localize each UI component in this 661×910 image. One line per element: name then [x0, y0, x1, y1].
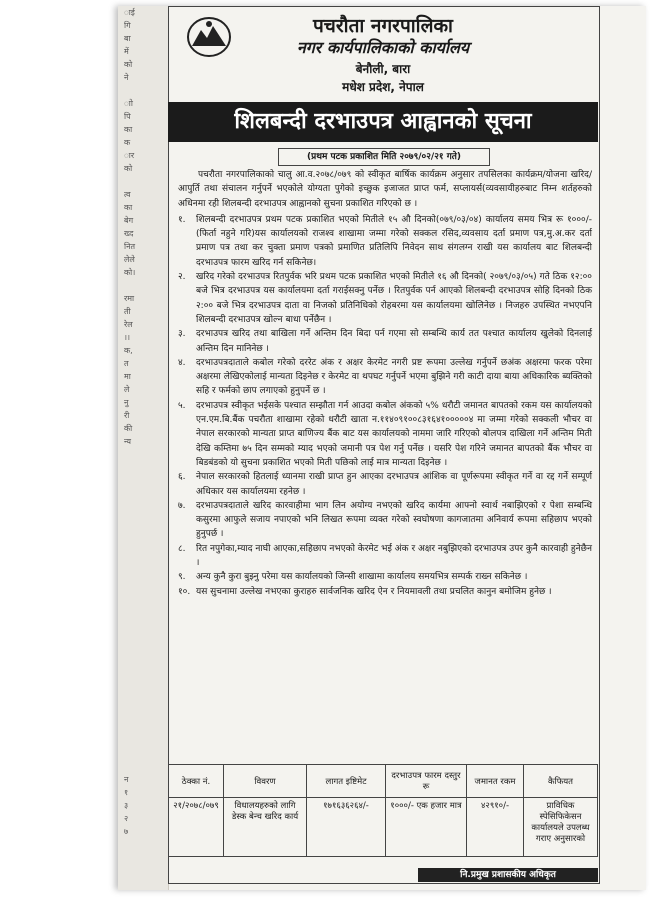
conditions-list [178, 213, 592, 599]
table-header: दरभाउपत्र फारम दस्तुर रू [386, 765, 467, 798]
margin-fragment [118, 760, 168, 773]
table-header: ठेक्का नं. [169, 765, 224, 798]
margin-fragment: नु [124, 398, 129, 407]
notice-header [168, 6, 598, 98]
margin-fragment: क [124, 138, 131, 147]
margin-fragment: में [124, 47, 129, 56]
margin-fragment: को [124, 60, 133, 69]
margin-fragment [118, 84, 168, 97]
margin-fragment [118, 539, 168, 552]
margin-fragment [118, 656, 168, 669]
margin-fragment [118, 630, 168, 643]
margin-fragment [118, 461, 168, 474]
table-header: लागत इष्टिमेट [307, 765, 386, 798]
margin-fragment [118, 708, 168, 721]
table-cell: विधालयहरुको लागि डेस्क बेन्च खरिद कार्य [224, 798, 307, 857]
margin-fragment [118, 526, 168, 539]
margin-fragment: १ [124, 788, 129, 797]
table-header: कैफियत [524, 765, 598, 798]
margin-fragment: ७ [124, 827, 129, 836]
condition-text: दरभाउपत्रदाताले कबोल गरेको दररेट अंक र अक्षर केरमेट नगरी प्रष्ट रूपमा उल्लेख गर्नुपर्ने छअंक अक्षरमा फरक परेमा अक्षरमा लेखिएकोलाई मान्यता दिइनेछ र केरमेट वा थपघट गर्नुपर्ने भएमा बुझिने गरी काटी दाया बाया अधिकारिक ब्यक्तिको सहि र फर्मको छाप लगाएको हुनुपर्ने छ । [196, 357, 592, 397]
margin-fragment: बा [124, 34, 131, 43]
margin-fragment [118, 448, 168, 461]
margin-fragment: बेग [124, 216, 134, 225]
margin-fragment: नित [124, 242, 136, 251]
margin-fragment: त [124, 359, 129, 368]
margin-fragment [118, 565, 168, 578]
margin-fragment: मा [124, 372, 131, 381]
condition-item [178, 270, 592, 327]
margin-fragment: री [124, 411, 130, 420]
margin-fragment [118, 643, 168, 656]
signatory-label: नि.प्रमुख प्रशासकीय अधिकृत [418, 868, 598, 882]
margin-fragment [118, 552, 168, 565]
condition-item [178, 399, 592, 470]
condition-item [178, 213, 592, 270]
table-header: विवरण [224, 765, 307, 798]
tender-table [168, 764, 598, 857]
margin-fragment [118, 682, 168, 695]
condition-text: शिलबन्दी दरभाउपत्र प्रथम पटक प्रकाशित भएको मितीले १५ औ दिनको(०७९/०३/०४) कार्यालय समय भित्र रू १०००/-(फिर्ता नहुने गरि)यस कार्यालयको राजश्व शाखामा जम्मा गरेको सक्कल रसिद,व्यवसाय दर्ता प्रमाण पत्र,मु.अ.कर दर्ता प्रमाण पत्र तथा कर चुक्ता प्रमाण पत्रको प्रमाणित प्रतिलिपि निवेदन साथ संगलग्न राखी यस कार्यालय बाट शिलबन्दी दरभाउपत्र फारम खरिद गर्न सकिनेछ। [196, 214, 592, 268]
margin-fragment: न [124, 775, 129, 784]
office-address: बेनौली, बारा [355, 62, 411, 76]
margin-fragment [118, 734, 168, 747]
table-header: जमानत रकम [467, 765, 524, 798]
margin-fragment: ती [124, 307, 131, 316]
condition-text: खरिद गरेको दरभाउपत्र रितपुर्वक भरि प्रथम पटक प्रकाशित भएको मितीले १६ औ दिनको( २०७९/०३/०५) गते ठिक १२:०० बजे भित्र दरभाउपत्र यस कार्यालयमा दर्ता गराईसक्नु पर्नेछ । रितपुर्वक पर्न आएको शिलबन्दी दरभाउपत्र सोहि दिनको ठिक २:०० बजे भित्र दरभाउपत्र दाता वा निजको प्रतिनिधिको रोहबरमा यस कार्यालयमा खोलिनेछ । निजहरु उपस्थित नभएपनि शिलबन्दी दरभाउपत्र खोल्न बाधा पर्नेछैन । [196, 272, 592, 325]
condition-number: ४. [178, 357, 186, 368]
table-cell: १७१६३६२६४/- [307, 798, 386, 857]
condition-item [178, 585, 592, 599]
margin-fragment: को [124, 164, 133, 173]
notice-title-banner: शिलबन्दी दरभाउपत्र आह्वानको सूचना [168, 102, 598, 142]
margin-fragment: ाई [124, 8, 135, 17]
municipality-name: पचरौता नगरपालिका [313, 15, 453, 37]
condition-item [178, 470, 592, 499]
margin-fragment: रेल [124, 320, 133, 329]
margin-fragment: ार [124, 151, 135, 160]
margin-fragment [118, 604, 168, 617]
margin-fragment: ।। [124, 333, 131, 342]
office-name: नगर कार्यपालिकाको कार्यालय [296, 38, 470, 57]
margin-fragment [118, 578, 168, 591]
table-cell: ४२९१०/- [467, 798, 524, 857]
margin-fragment [118, 279, 168, 292]
margin-fragment: को। [124, 268, 136, 277]
margin-fragment [118, 474, 168, 487]
margin-fragment: न्य [124, 437, 131, 446]
margin-fragment: क, [124, 346, 133, 355]
intro-paragraph: पचरौता नगरपालिकाको चालु आ.व.२०७८/०७९ को स्वीकृत बार्षिक कार्यक्रम अनुसार तपसिलका कार्यक्रम/योजना खरिद/आपुर्ति तथा संचालन गर्नुपर्ने भएकोले योग्यता पुगेको इच्छुक इजाजत प्राप्त फर्म, सप्लायर्स(व्यवसायीहरुबाट निम्न शर्तहरुको अधिनमा रही शिलबन्दी दरभाउपत्र आह्वानको सुचना प्रकाशित गरिएको छ । [178, 170, 592, 209]
condition-number: ७. [178, 500, 186, 511]
condition-item [178, 327, 592, 356]
condition-number: १०. [178, 586, 191, 597]
margin-fragment: त्व [124, 190, 131, 199]
margin-fragment: का [124, 203, 133, 212]
condition-item [178, 542, 592, 571]
condition-number: ५. [178, 400, 186, 411]
table-cell: २१/२०७८/०७९ [169, 798, 224, 857]
condition-number: २. [178, 272, 186, 283]
adjacent-column-fragment [118, 6, 169, 890]
condition-number: ९. [178, 572, 186, 583]
office-province: मधेश प्रदेश, नेपाल [342, 80, 424, 94]
margin-fragment [118, 591, 168, 604]
condition-number: ३. [178, 329, 186, 340]
margin-fragment: ने [124, 73, 129, 82]
margin-fragment [118, 695, 168, 708]
publication-date: (प्रथम पटक प्रकाशित मिति २०७९/०२/२१ गते) [278, 148, 490, 166]
condition-text: अन्य कुनै कुरा बुझ्नु परेमा यस कार्यालयको जिन्सी शाखामा कार्यालय समयभित्र सम्पर्क राख्न सकिनेछ । [196, 572, 528, 583]
margin-fragment: का [124, 125, 133, 134]
table-cell: प्राविधिक स्पेसिफिकेसन कार्यालयले उपलब्ध गराए अनुसारको [524, 798, 598, 857]
condition-text: यस सुचनामा उल्लेख नभएका कुराहरु सार्वजनिक खरिद ऐन र नियमावली तथा प्रचलित कानुन बमोजिम हुनेछ । [196, 586, 552, 597]
condition-item [178, 356, 592, 399]
condition-number: १. [178, 214, 186, 225]
margin-fragment [118, 617, 168, 630]
margin-fragment [118, 513, 168, 526]
condition-text: नेपाल सरकारको हितलाई ध्यानमा राखी प्राप्त हुन आएका दरभाउपत्र आंशिक वा पूर्णरूपमा स्वीकृत गर्ने वा रद्द गर्ने सम्पूर्ण अधिकार यस कार्यालयमा रहनेछ । [196, 472, 592, 497]
margin-fragment: ३ [124, 801, 129, 810]
notice-paper [168, 6, 600, 886]
condition-number: ६. [178, 472, 186, 483]
condition-text: रित नपुगेका,म्याद नाघी आएका,सहिछाप नभएको केरमेट भई अंक र अक्षर नबुझिएको दरभाउपत्र उपर कुनै कारवाही हुनेछैन । [196, 543, 592, 569]
condition-text: दरभाउपत्रदाताले खरिद कारवाहीमा भाग लिन अयोग्य नभएको खरिद कार्यमा आफ्नो स्वार्थ नबाझिएको र पेशा सम्बन्धि कसुरमा आफुले सजाय नपाएको भनि लिखत रूपमा व्यक्त गरेको स्वघोषणा कागजातमा अनिवार्य रूपमा सहिछाप भएको हुनुपर्छ । [196, 500, 592, 540]
margin-fragment [118, 487, 168, 500]
margin-fragment: ख्द [124, 229, 134, 238]
condition-number: ८. [178, 543, 186, 554]
margin-fragment: गि [124, 21, 131, 30]
margin-fragment [118, 669, 168, 682]
margin-fragment: की [124, 424, 133, 433]
table-row [169, 798, 598, 857]
table-cell: १०००/- एक हजार मात्र [386, 798, 467, 857]
margin-fragment [118, 721, 168, 734]
condition-item [178, 570, 592, 584]
table-header-row [169, 765, 598, 798]
margin-fragment: २ [124, 814, 129, 823]
condition-text: दरभाउपत्र स्वीकृत भईसके पश्चात सम्झौता गर्न आउदा कबोल अंकको ५% धरौटी जमानत बापतको रकम यस कार्यालयको एन.एम.बि.बैंक पचरौता शाखामा रहेको धरौटी खाता न.११४०९१००८३१६४१०००००४ मा जम्मा गरेको सक्कली भौचर वा नेपाल सरकारको मान्यता प्राप्त बाणिज्य बैंक बाट यस कार्यालयको नाममा जारि गरिएको बोलपत्र दाखिला गर्ने अन्तिम मिती देखि कम्तिमा ७५ दिन सम्मको म्याद भएको जमानी पत्र पेश गर्नु पर्नेछ । यसरि पेश गरिने जमानत बापतको बैंक भौचर वा बिडबंडको यो सुचना प्रकाशित भएको मिती पछिको लाई मात्र मान्यता दिइनेछ । [196, 400, 592, 468]
margin-fragment: रमा [124, 294, 135, 303]
margin-fragment: ले [124, 385, 130, 394]
margin-fragment: ाो [124, 99, 133, 108]
condition-text: दरभाउपत्र खरिद तथा बाखिला गर्ने अन्तिम दिन बिदा पर्न गएमा सो सम्बन्धि कार्य तत पश्चात कार्यालय खुलेको दिनलाई अन्तिम दिन मानिनेछ । [196, 329, 592, 354]
margin-fragment: लेले [124, 255, 135, 264]
margin-fragment [118, 747, 168, 760]
margin-fragment [118, 175, 168, 188]
margin-fragment [118, 500, 168, 513]
condition-item [178, 499, 592, 542]
notice-body [178, 168, 592, 599]
margin-fragment: पि [124, 112, 131, 121]
